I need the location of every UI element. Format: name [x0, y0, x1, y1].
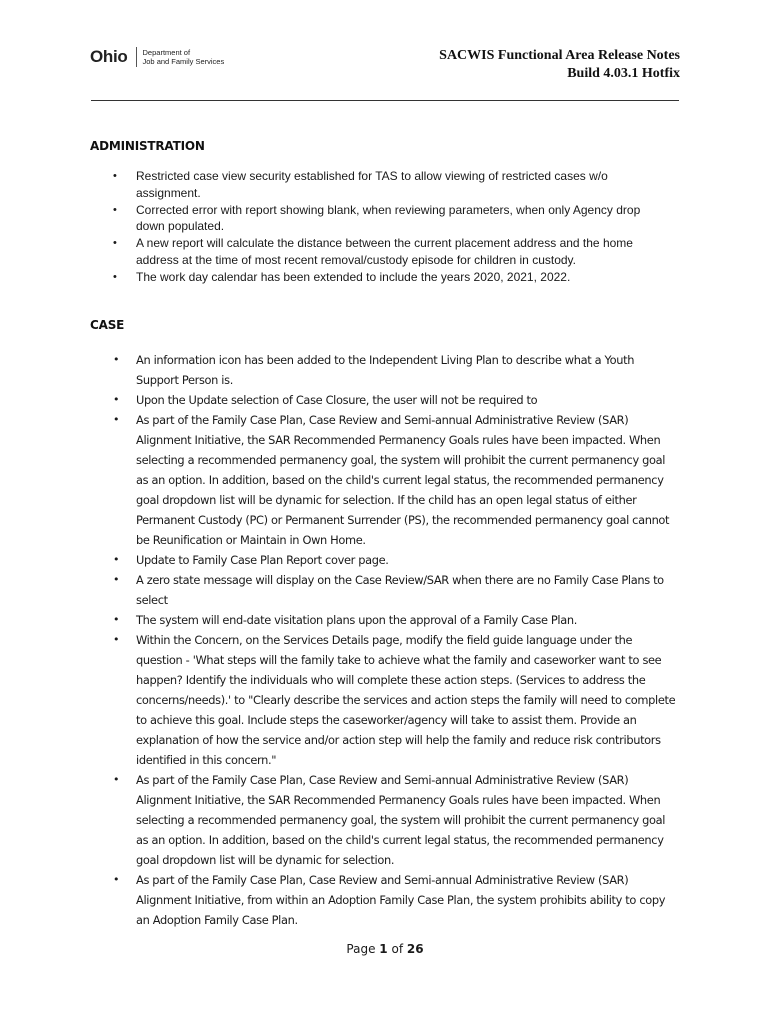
list-item-text: Update to Family Case Plan Report cover page.: [136, 553, 389, 567]
bullet-icon: •: [113, 203, 117, 216]
list-item: [0, 168, 670, 202]
list-item: [0, 630, 676, 770]
administration-list: [0, 168, 670, 286]
bullet-icon: •: [113, 633, 120, 646]
bullet-icon: •: [113, 573, 120, 586]
list-item-text: A new report will calculate the distance between the current placement address and the home address at the time of most recent removal/custody episode for children in custody.: [136, 236, 633, 267]
bullet-icon: •: [113, 413, 120, 426]
bullet-icon: •: [113, 873, 120, 886]
list-item: [0, 570, 676, 610]
bullet-icon: •: [113, 237, 117, 250]
list-item-text: Corrected error with report showing blank, when reviewing parameters, when only Agency drop down populated.: [136, 202, 641, 234]
list-item: [0, 770, 676, 870]
document-title: [439, 47, 680, 83]
bullet-icon: •: [113, 353, 120, 366]
list-item-text: As part of the Family Case Plan, Case Review and Semi-annual Administrative Review (SAR) Alignment Initiative, the SAR Recommended Permanency Goals rules have been impacted. When selecting a recommended permanency goal, the system will prohibit the current permanency goal as an option. In addition, based on the child's current legal status, the recommended permanency goal dropdown list will be dynamic for selection. If the child has an open legal status of either Permanent Custody (PC) or Permanent Surrender (PS), the recommended permanency goal cannot be Reunification or Maintain in Own Home.: [136, 413, 670, 547]
list-item: [0, 235, 670, 269]
list-item-text: Within the Concern, on the Services Details page, modify the field guide language under the question - 'What steps will the family take to achieve what the family and caseworker want to see happen? Identify the individuals who will complete these action steps. (Services to address the concerns/needs).' to "Clearly describe the services and action steps the family will need to complete to achieve this goal. Include steps the caseworker/agency will take to assist them. Provide an explanation of how the service and/or action step will help the family and reduce risk contributors identified in this concern.": [136, 633, 676, 767]
list-item-text: The system will end-date visitation plans upon the approval of a Family Case Plan.: [136, 613, 577, 627]
case-list: [0, 350, 676, 930]
list-item-text: A zero state message will display on the Case Review/SAR when there are no Family Case Plans to select: [136, 573, 664, 607]
list-item: [0, 610, 676, 630]
document-title-line-1: SACWIS Functional Area Release Notes: [439, 48, 680, 63]
logo-department-text: [137, 48, 225, 66]
list-item-text: As part of the Family Case Plan, Case Review and Semi-annual Administrative Review (SAR) Alignment Initiative, from within an Adoption Family Case Plan, the system prohibits ability to copy an Adoption Family Case Plan.: [136, 873, 666, 927]
page-total: 26: [406, 942, 424, 956]
bullet-icon: •: [113, 553, 120, 566]
page-current: 1: [379, 942, 388, 956]
list-item: [0, 410, 676, 550]
page-footer: [0, 942, 770, 956]
of-label: of: [391, 942, 404, 956]
ohio-jfs-logo: [90, 46, 224, 68]
list-item-text: An information icon has been added to the Independent Living Plan to describe what a Youth Support Person is.: [136, 353, 635, 387]
list-item-text: As part of the Family Case Plan, Case Review and Semi-annual Administrative Review (SAR) Alignment Initiative, the SAR Recommended Permanency Goals rules have been impacted. When selecting a recommended permanency goal, the system will prohibit the current permanency goal as an option. In addition, based on the child's current legal status, the recommended permanency goal dropdown list will be dynamic for selection.: [136, 773, 666, 867]
page-label: Page: [346, 942, 376, 956]
bullet-icon: •: [113, 773, 120, 786]
list-item: [0, 390, 676, 410]
list-item-text: Restricted case view security established for TAS to allow viewing of restricted cases w/o assignment.: [136, 169, 608, 200]
list-item-text: Upon the Update selection of Case Closure, the user will not be required to: [136, 393, 538, 407]
bullet-icon: •: [113, 393, 120, 406]
bullet-icon: •: [113, 613, 120, 626]
list-item: [0, 350, 676, 390]
document-title-line-2: Build 4.03.1 Hotfix: [567, 66, 680, 81]
logo-wordmark: Ohio: [90, 47, 137, 67]
logo-line-2: Job and Family Services: [142, 57, 225, 66]
list-item: [0, 550, 676, 570]
administration-heading: ADMINISTRATION: [90, 139, 205, 153]
bullet-icon: •: [113, 170, 117, 182]
list-item: [0, 269, 670, 286]
logo-line-1: Department of: [142, 48, 191, 57]
list-item: [0, 870, 676, 930]
case-heading: CASE: [90, 318, 125, 332]
list-item-text: The work day calendar has been extended to include the years 2020, 2021, 2022.: [136, 269, 571, 284]
header-divider: [91, 100, 679, 101]
bullet-icon: •: [113, 270, 117, 283]
list-item: [0, 202, 670, 236]
